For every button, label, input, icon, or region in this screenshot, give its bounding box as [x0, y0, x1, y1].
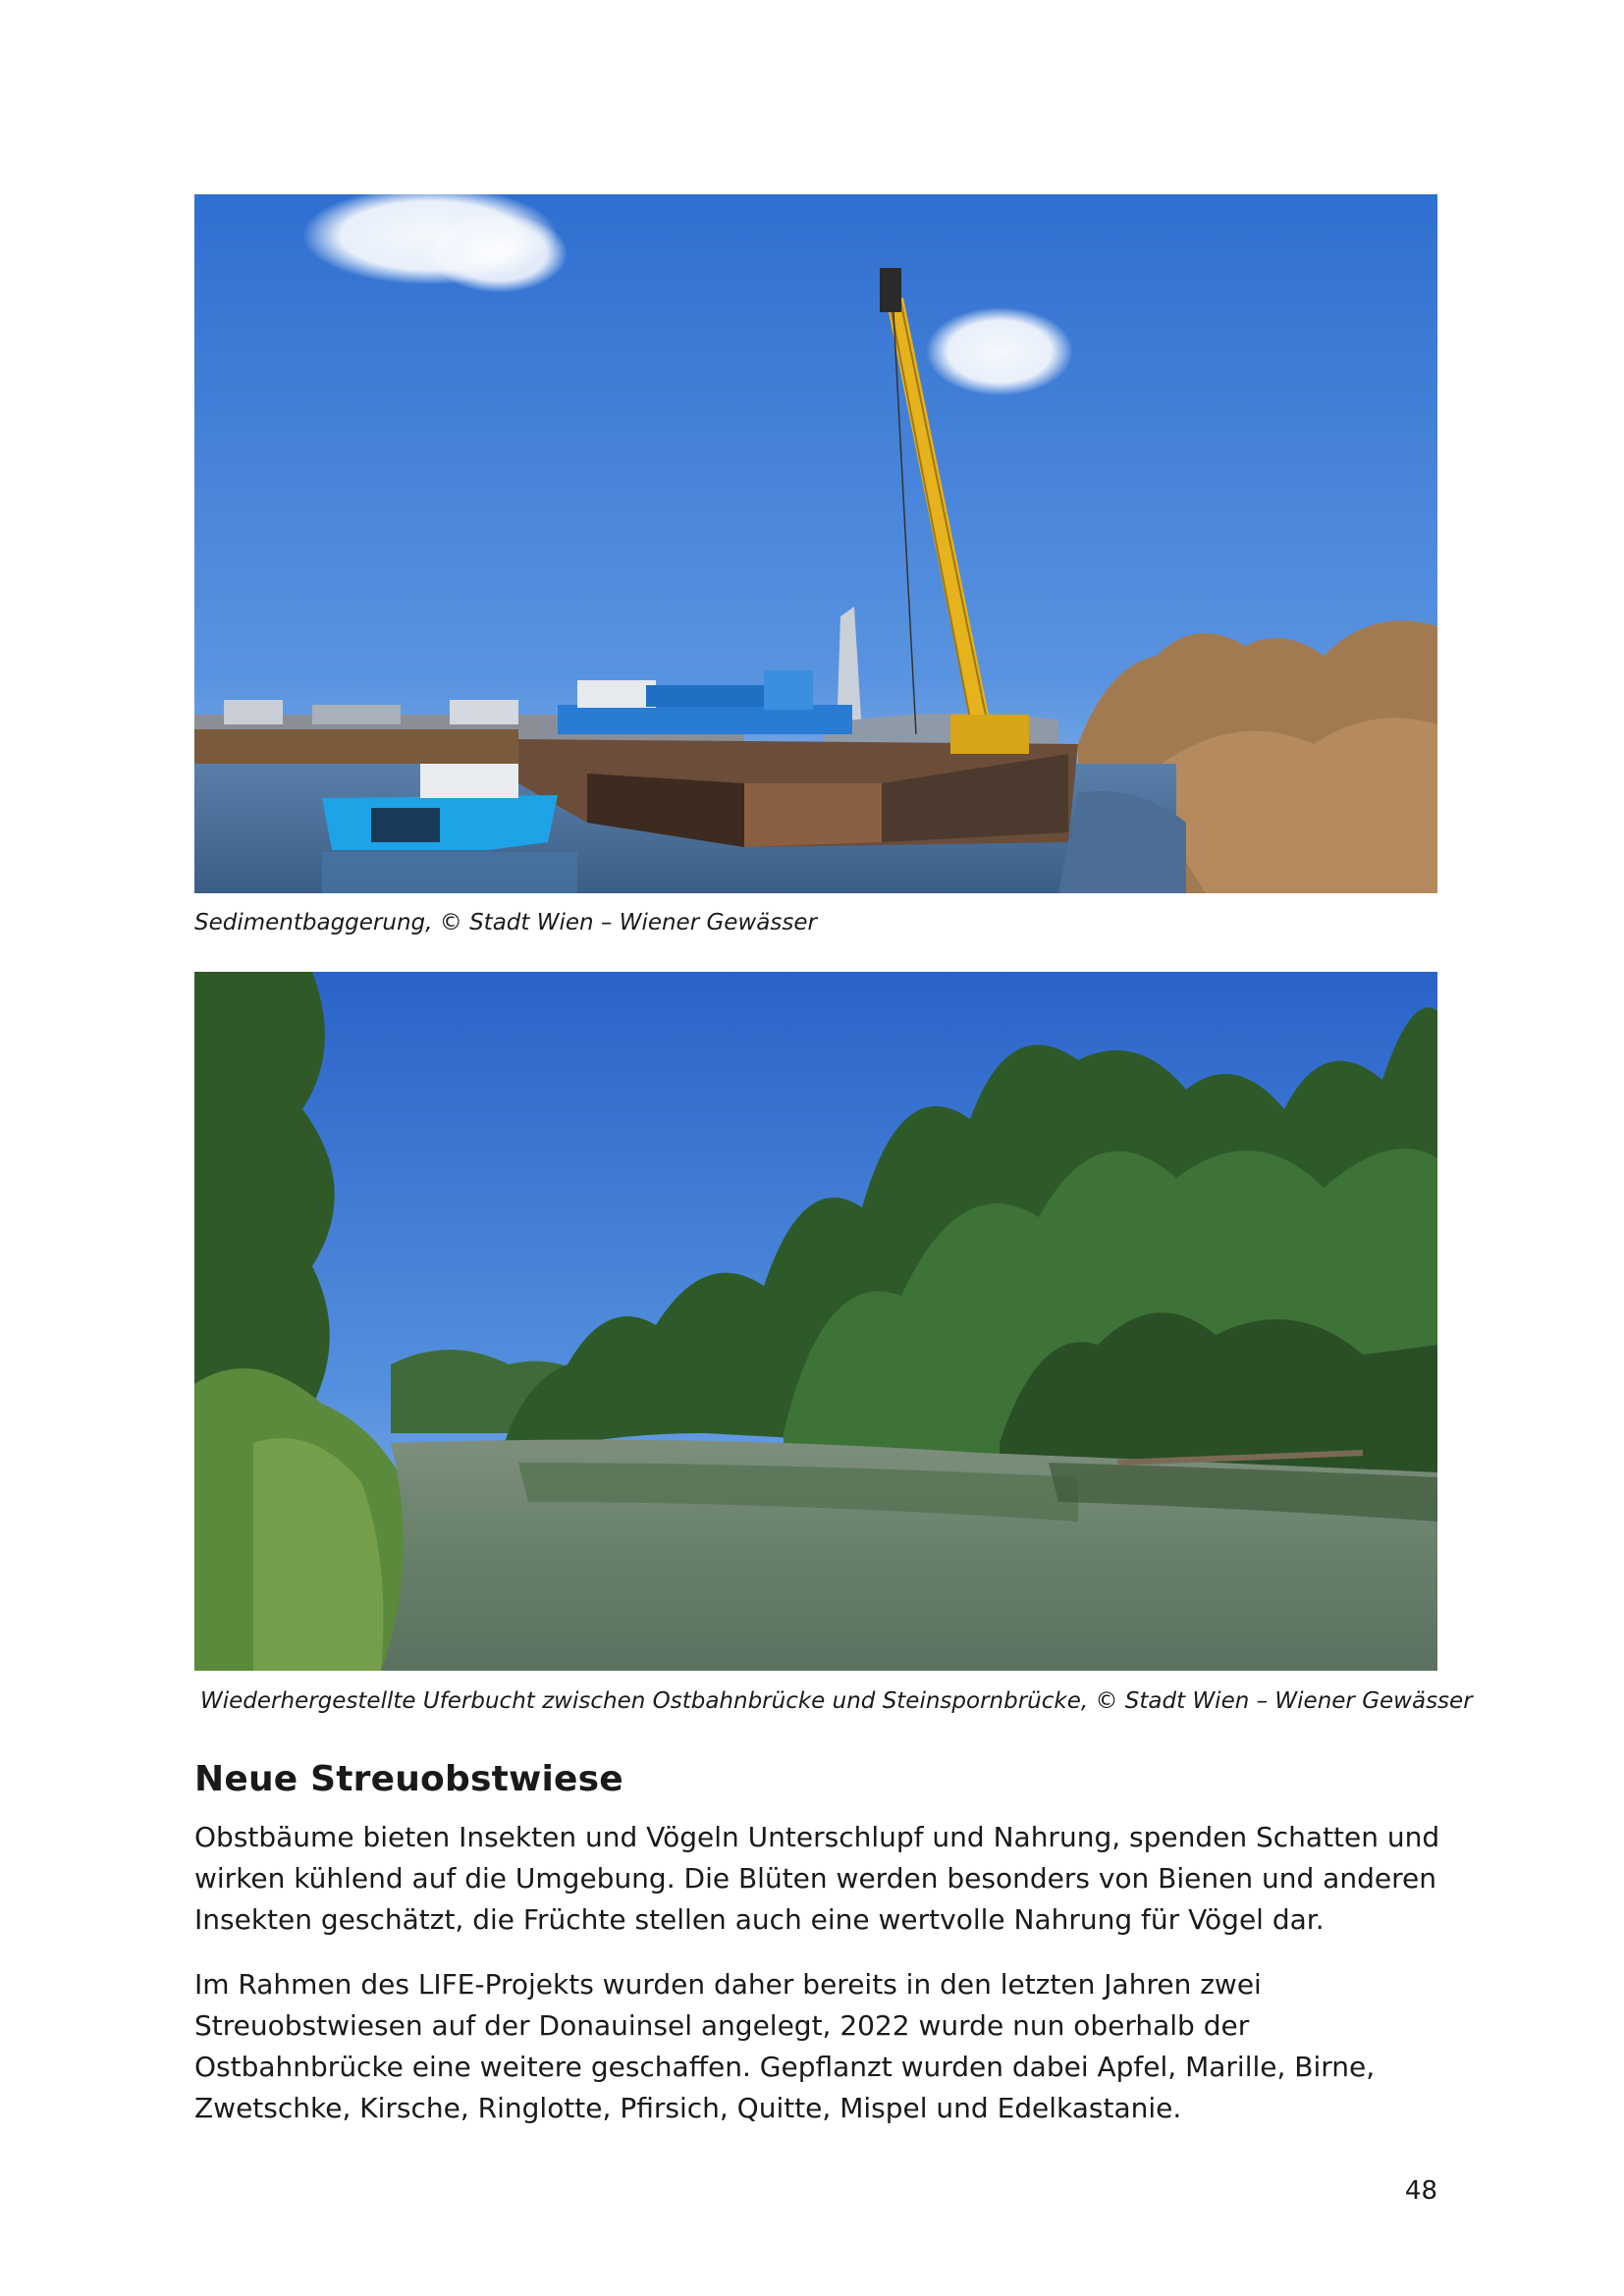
- photo-sediment-dredging-illustration: [194, 194, 1437, 893]
- photo-restored-bay: [194, 972, 1437, 1671]
- photo-sediment-dredging: [194, 194, 1437, 893]
- body-paragraph: Obstbäume bieten Insekten und Vögeln Unterschlupf und Nahrung, spenden Schatten und wirken kühlend auf die Umgebung. Die Blüten werden besonders von Bienen und anderen Insekten geschätzt, die Früchte stellen auch eine wertvolle Nahrung für Vögel dar.: [194, 1821, 1440, 1936]
- section-heading: Neue Streuobstwiese: [194, 1759, 623, 1799]
- photo-caption: Wiederhergestellte Uferbucht zwischen Ostbahnbrücke und Steinspornbrücke, © Stadt Wien – Wiener Gewässer: [200, 1688, 1473, 1714]
- photo-caption: Sedimentbaggerung, © Stadt Wien – Wiener Gewässer: [194, 910, 817, 935]
- body-paragraph: Im Rahmen des LIFE-Projekts wurden daher bereits in den letzten Jahren zwei Streuobstwiesen auf der Donauinsel angelegt, 2022 wurde nun oberhalb der Ostbahnbrücke eine weitere geschaffen. Gepflanzt wurden dabei Apfel, Marille, Birne, Zwetschke, Kirsche, Ringlotte, Pfirsich, Quitte, Mispel und Edelkastanie.: [194, 1968, 1376, 2124]
- page-number: 48: [1404, 2176, 1437, 2206]
- photo-restored-bay-illustration: [194, 972, 1437, 1671]
